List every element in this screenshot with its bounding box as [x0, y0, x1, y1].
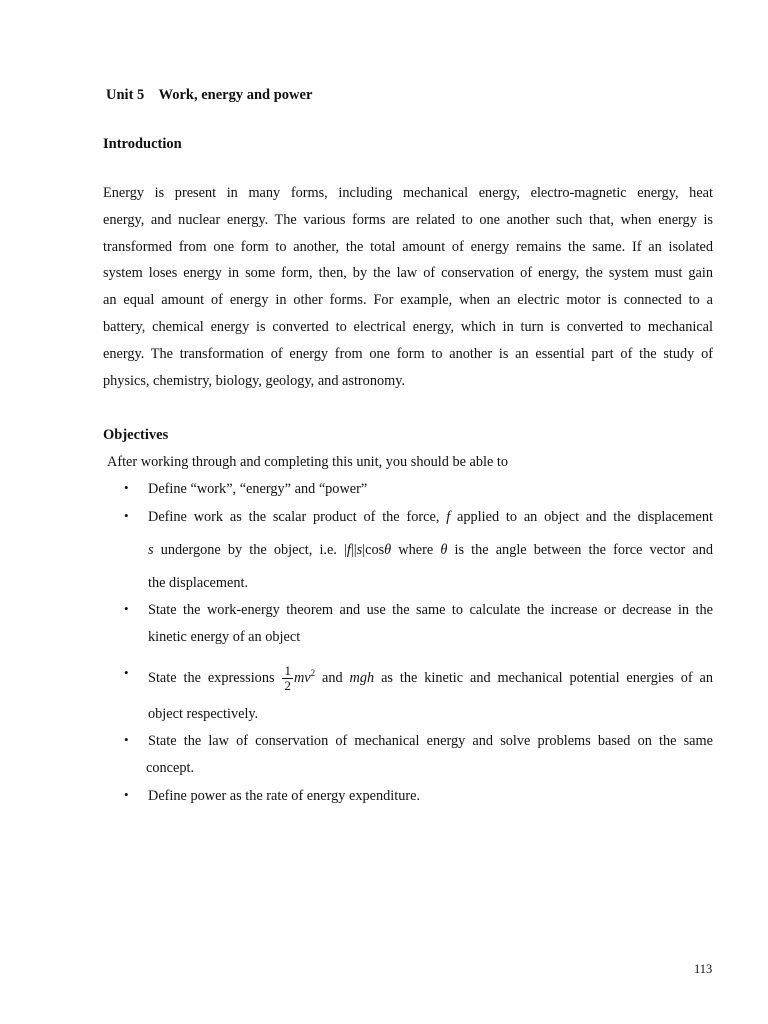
objective-work-definition-line3: the displacement. — [148, 575, 249, 591]
objective-conservation-line2: concept. — [146, 760, 195, 776]
objectives-heading: Objectives — [103, 427, 169, 443]
bullet-icon: • — [124, 480, 129, 495]
bullet-icon: • — [124, 732, 129, 747]
unit-title: Work, energy and power — [158, 87, 313, 103]
bullet-icon: • — [124, 508, 129, 523]
theta-symbol: θ — [440, 542, 448, 558]
paragraph-line: energy, and nuclear energy. The various forms are related to one another such that, when energy is — [103, 211, 713, 228]
introduction-paragraph — [103, 180, 713, 394]
paragraph-line: system loses energy in some form, then, by the law of conservation of energy, the system must gain — [103, 265, 713, 282]
paragraph-line: physics, chemistry, biology, geology, and astronomy. — [103, 372, 406, 389]
bullet-icon: • — [124, 665, 129, 680]
paragraph-line: an equal amount of energy in other forms. For example, when an electric motor is connected to a — [103, 292, 713, 309]
fraction-one-half: $\frac{1}{2}$ — [284, 662, 291, 693]
objective-work-definition-line2: s undergone by the object, i.e. |f||s|cosθ where θ is the angle between the force vector and — [148, 542, 714, 558]
objective-work-energy-line2: kinetic energy of an object — [148, 629, 301, 645]
objective-work-energy-line1: State the work-energy theorem and use the same to calculate the increase or decrease in the — [148, 602, 713, 618]
force-symbol: f — [446, 509, 451, 525]
objective-work-definition-line1: Define work as the scalar product of the force, f applied to an object and the displacement — [148, 509, 713, 525]
paragraph-line: Energy is present in many forms, including mechanical energy, electro-magnetic energy, heat — [103, 185, 713, 201]
bullet-icon: • — [124, 787, 129, 802]
paragraph-line: battery, chemical energy is converted to electrical energy, which in turn is converted to mechanical — [103, 318, 713, 335]
potential-energy-formula: mgh — [349, 669, 375, 686]
introduction-heading: Introduction — [103, 136, 182, 152]
paragraph-line: transformed from one form to another, the total amount of energy remains the same. If an isolated — [103, 238, 713, 255]
objective-energy-expressions: State the expressions $\frac{1}{2}$ $mv^2$ and mgh as the kinetic and mechanical potential energies of an — [148, 662, 713, 693]
objectives-intro: After working through and completing this unit, you should be able to — [107, 454, 509, 470]
paragraph-line: energy. The transformation of energy from one form to another is an essential part of the study of — [103, 345, 713, 362]
objective-define-terms: Define “work”, “energy” and “power” — [148, 481, 368, 497]
bullet-icon: • — [124, 601, 129, 616]
unit-number: Unit 5 — [106, 87, 145, 103]
displacement-symbol: s — [148, 542, 154, 558]
objective-energy-expressions-line2: object respectively. — [148, 706, 259, 722]
page-number: 113 — [694, 962, 713, 976]
unit-heading — [106, 87, 312, 104]
objective-power-definition: Define power as the rate of energy expenditure. — [148, 788, 421, 804]
objective-conservation-line1: State the law of conservation of mechanical energy and solve problems based on the same — [148, 733, 713, 749]
work-formula: |f||s|cosθ — [344, 542, 392, 558]
